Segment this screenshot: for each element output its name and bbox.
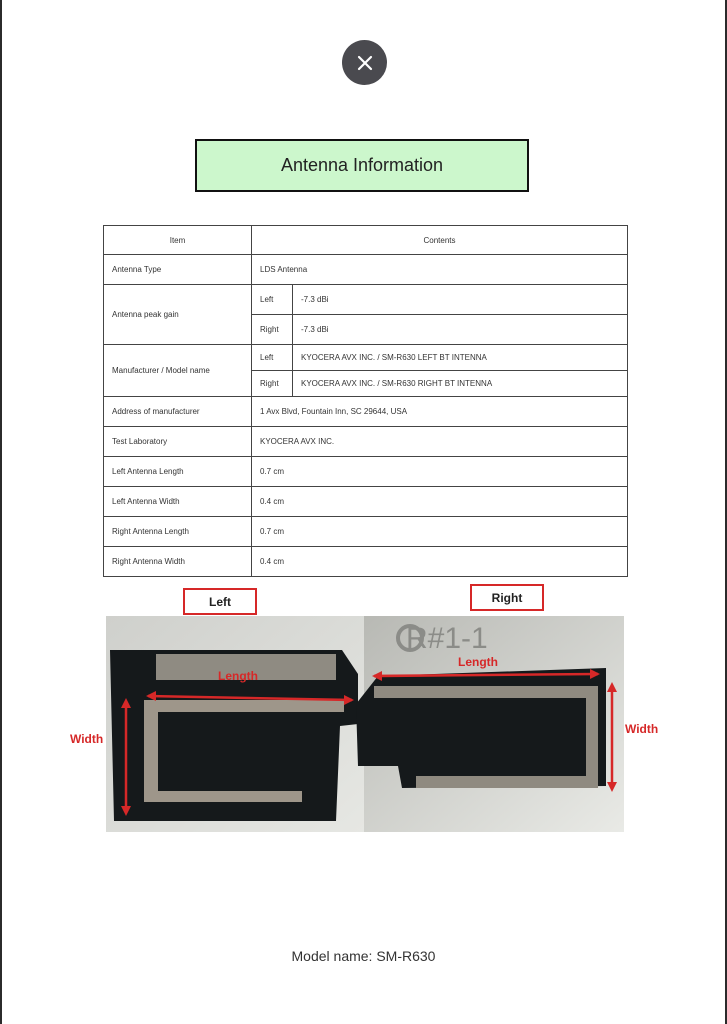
sub-label-left: Left (252, 285, 293, 315)
table-row (104, 547, 628, 577)
sub-label-right: Right (252, 315, 293, 345)
document-title: Antenna Information (195, 139, 529, 192)
table-row (104, 397, 628, 427)
left-width-label: Width (70, 732, 104, 746)
table-row (104, 427, 628, 457)
table-row (104, 345, 628, 371)
model-name: Model name: SM-R630 (291, 948, 436, 964)
table-row (104, 517, 628, 547)
sub-label-left: Left (252, 345, 293, 371)
header-item: Item (104, 226, 252, 255)
row-label: Right Antenna Width (104, 547, 252, 577)
stamp-text: R#1-1 (406, 622, 488, 655)
row-value: 0.4 cm (252, 487, 628, 517)
row-label: Antenna peak gain (104, 285, 252, 345)
right-label-box: Right (470, 584, 544, 611)
row-label: Left Antenna Width (104, 487, 252, 517)
row-value: LDS Antenna (252, 255, 628, 285)
row-value: 0.7 cm (252, 517, 628, 547)
row-value: 1 Avx Blvd, Fountain Inn, SC 29644, USA (252, 397, 628, 427)
table-row (104, 487, 628, 517)
close-icon (357, 55, 373, 71)
left-length-label: Length (218, 669, 258, 683)
sub-label-right: Right (252, 371, 293, 397)
row-value: -7.3 dBi (293, 315, 628, 345)
row-value: KYOCERA AVX INC. / SM-R630 LEFT BT INTENNA (293, 345, 628, 371)
table-header-row (104, 226, 628, 255)
row-value: 0.4 cm (252, 547, 628, 577)
row-value: KYOCERA AVX INC. / SM-R630 RIGHT BT INTENNA (293, 371, 628, 397)
row-label: Test Laboratory (104, 427, 252, 457)
row-label: Left Antenna Length (104, 457, 252, 487)
right-width-label: Width (625, 722, 659, 736)
row-value: -7.3 dBi (293, 285, 628, 315)
antenna-photo (106, 616, 624, 832)
row-label: Antenna Type (104, 255, 252, 285)
row-label: Address of manufacturer (104, 397, 252, 427)
row-label: Right Antenna Length (104, 517, 252, 547)
left-label-box: Left (183, 588, 257, 615)
row-value: 0.7 cm (252, 457, 628, 487)
table-row (104, 255, 628, 285)
table-row (104, 457, 628, 487)
row-value: KYOCERA AVX INC. (252, 427, 628, 457)
table-row (104, 285, 628, 315)
close-button[interactable] (342, 40, 387, 85)
row-label: Manufacturer / Model name (104, 345, 252, 397)
page-edge-left (0, 0, 2, 1024)
right-length-label: Length (458, 655, 498, 669)
header-contents: Contents (252, 226, 628, 255)
antenna-info-table (103, 225, 628, 577)
